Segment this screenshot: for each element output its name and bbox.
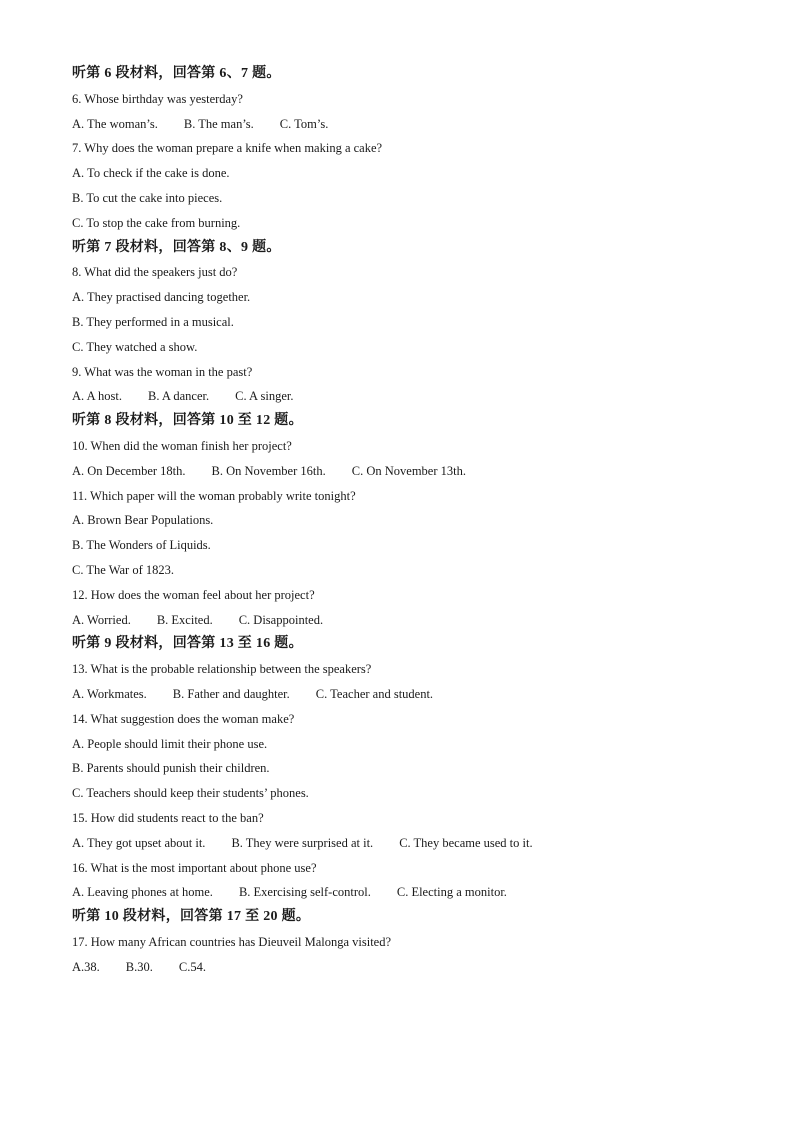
option-a: A. To check if the cake is done. [72, 166, 230, 181]
question-14: 14. What suggestion does the woman make? [72, 711, 295, 726]
options-row [72, 831, 732, 856]
question-16: 16. What is the most important about phone use? [72, 860, 317, 875]
option-b: B.30. [125, 959, 153, 974]
question-15: 15. How did students react to the ban? [72, 810, 264, 825]
option-b: B. The man’s. [183, 116, 254, 131]
option-b: B. They performed in a musical. [72, 314, 234, 329]
option-a: A. Brown Bear Populations. [72, 513, 214, 528]
option-c: C. They watched a show. [72, 339, 198, 354]
option-a: A. Worried. [72, 612, 131, 627]
option-a: A. The woman’s. [72, 116, 158, 131]
question-17: 17. How many African countries has Dieuveil Malonga visited? [72, 934, 392, 949]
option-a: A. They practised dancing together. [72, 290, 251, 305]
question-13: 13. What is the probable relationship between the speakers? [72, 662, 372, 677]
option-b: B. Father and daughter. [172, 686, 290, 701]
section-heading: 听第 7 段材料，回答第 8、9 题。 [72, 239, 281, 255]
option-c: C. A singer. [235, 389, 294, 404]
option-b: B. Parents should punish their children. [72, 761, 270, 776]
option-b: B. A dancer. [148, 389, 210, 404]
section-heading: 听第 8 段材料，回答第 10 至 12 题。 [72, 413, 303, 429]
question-7: 7. Why does the woman prepare a knife when making a cake? [72, 141, 383, 156]
section-heading: 听第 10 段材料，回答第 17 至 20 题。 [72, 909, 311, 925]
section-heading: 听第 6 段材料，回答第 6、7 题。 [72, 66, 281, 81]
section-heading: 听第 9 段材料，回答第 13 至 16 题。 [72, 636, 303, 652]
option-c: C. Electing a monitor. [396, 885, 507, 900]
option-b: B. The Wonders of Liquids. [72, 538, 211, 553]
option-c: C. Tom’s. [279, 116, 329, 131]
option-c: C. Disappointed. [238, 612, 324, 627]
options-row [72, 682, 732, 707]
options-row [72, 608, 732, 633]
option-a: A. Workmates. [72, 686, 147, 701]
option-a: A. They got upset about it. [72, 835, 206, 850]
option-c: C. Teacher and student. [315, 686, 434, 701]
option-a: A. On December 18th. [72, 463, 186, 478]
option-c: C. To stop the cake from burning. [72, 215, 241, 230]
option-a: A. People should limit their phone use. [72, 736, 268, 751]
question-8: 8. What did the speakers just do? [72, 265, 238, 280]
options-row [72, 112, 732, 137]
option-c: C. The War of 1823. [72, 562, 174, 577]
option-b: B. On November 16th. [211, 463, 326, 478]
option-a: A. Leaving phones at home. [72, 885, 213, 900]
document-page [72, 62, 732, 979]
question-9: 9. What was the woman in the past? [72, 364, 253, 379]
option-b: B. To cut the cake into pieces. [72, 190, 223, 205]
question-10: 10. When did the woman finish her project? [72, 438, 292, 453]
question-12: 12. How does the woman feel about her project? [72, 587, 315, 602]
options-row [72, 459, 732, 484]
option-a: A.38. [72, 959, 100, 974]
question-6: 6. Whose birthday was yesterday? [72, 91, 243, 106]
option-c: C.54. [178, 959, 206, 974]
option-c: C. Teachers should keep their students’ phones. [72, 786, 309, 801]
question-11: 11. Which paper will the woman probably write tonight? [72, 488, 356, 503]
option-c: C. They became used to it. [399, 835, 533, 850]
option-a: A. A host. [72, 389, 123, 404]
options-row [72, 384, 732, 409]
option-c: C. On November 13th. [351, 463, 466, 478]
options-row [72, 955, 732, 980]
option-b: B. Exercising self-control. [238, 885, 371, 900]
options-row [72, 880, 732, 905]
option-b: B. They were surprised at it. [231, 835, 374, 850]
option-b: B. Excited. [156, 612, 213, 627]
